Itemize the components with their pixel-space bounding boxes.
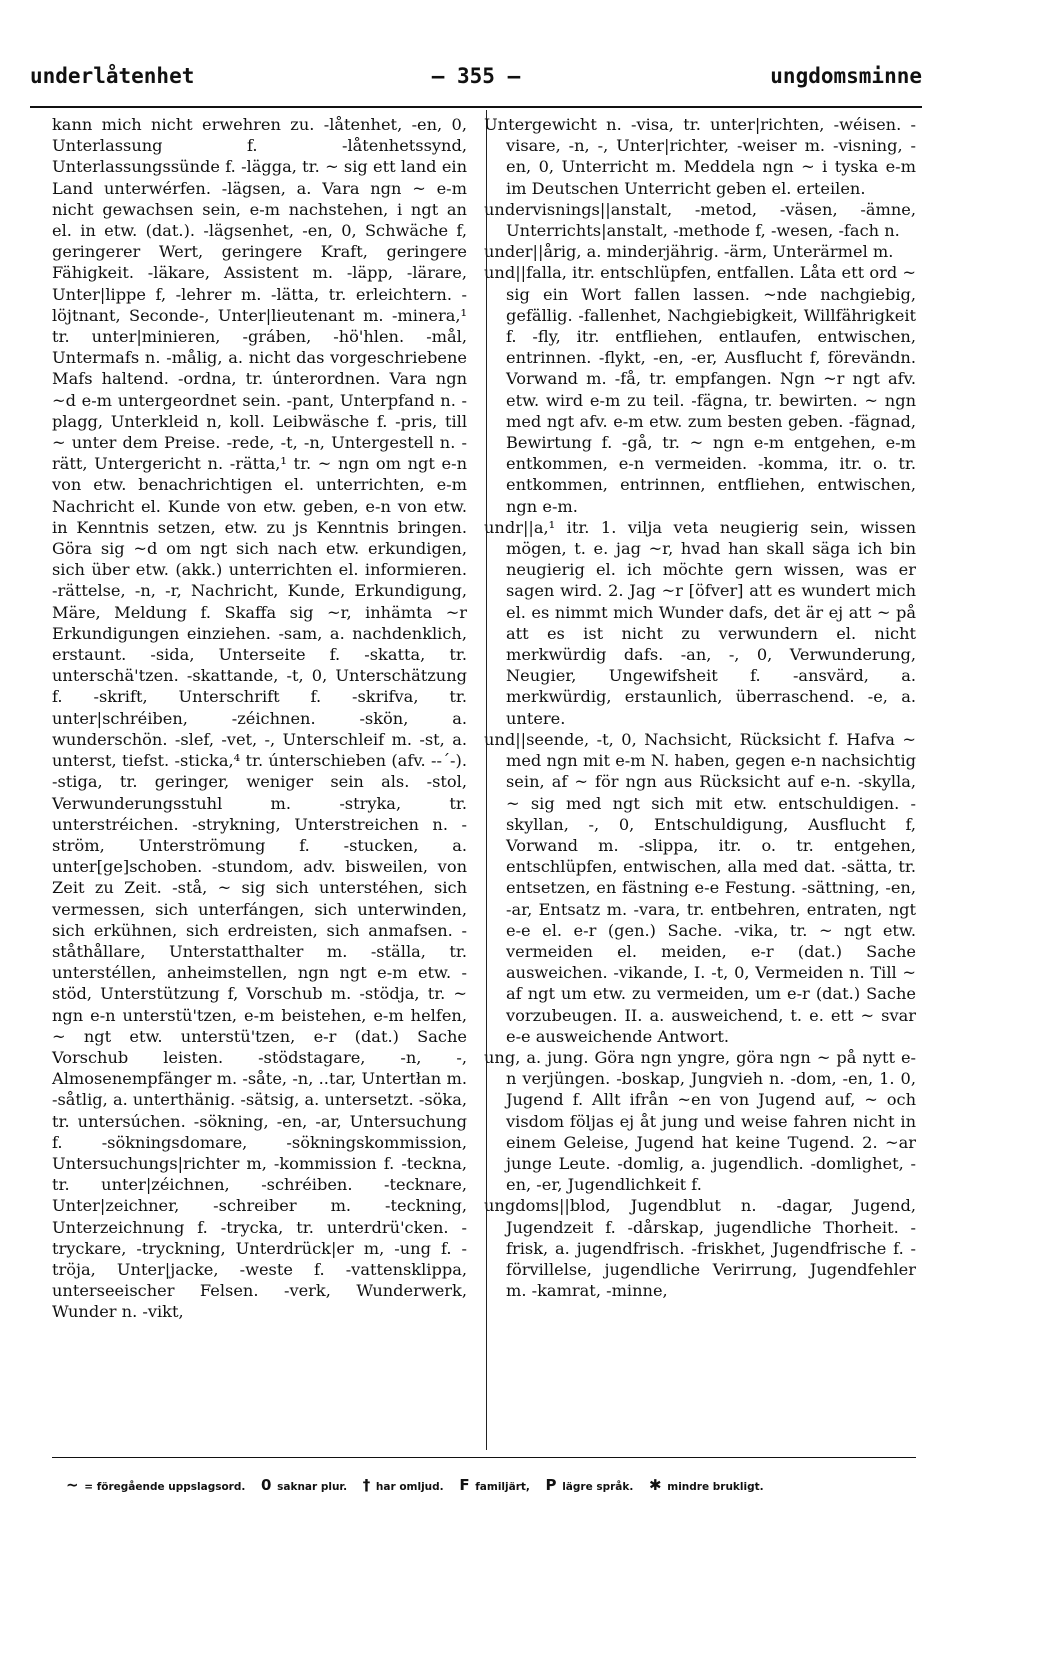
dictionary-entry: kann mich nicht erwehren zu. -låtenhet, -en, 0, Unterlassung f. -låtenhetssynd, Unterlassungssünde f. -lägga, tr. ~ sig ett land ein Land unterwérfen. -lägsen, a. Vara ngn ~ e-m nicht gewachsen sein, e-m nachstehen, i ngt an el. in etw. (dat.). -lägsenhet, -en, 0, Schwäche f, geringerer Wert, geringere Kraft, geringere Fähigkeit. -läkare, Assistent m. -läpp, -lärare, Unter|lippe f, -lehrer m. -lätta, tr. erleichtern. -löjtnant, Seconde-, Unter|lieutenant m. -minera,¹ tr. unter|minieren, -gráben, -hö'hlen. -mål, Untermafs n. -målig, a. nicht das vorgeschriebene Mafs haltend. -ordna, tr. únterordnen. Vara ngn ~d e-m untergeordnet sein. -pant, Unterpfand n. -plagg, Unterkleid n, koll. Leibwäsche f. -pris, till ~ unter dem Preise. -rede, -t, -n, Untergestell n. -rätt, Untergericht n. -rätta,¹ tr. ~ ngn om ngt e-n von etw. benachrichtigen el. unterrichten, e-m Nachricht el. Kunde von etw. geben, e-n von etw. in Kenntnis setzen, etw. zu js Kenntnis bringen. Göra sig ~d om ngt sich nach etw. erkundigen, sich über etw. (akk.) unterrichten el. informieren. -rättelse, -n, -r, Nachricht, Kunde, Erkundigung, Märe, Meldung f. Skaffa sig ~r, inhämta ~r Erkundigungen einziehen. -sam, a. nachdenklich, erstaunt. -sida, Unterseite f. -skatta, tr. unterschä'tzen. -skattande, -t, 0, Unterschätzung f. -skrift, Unterschrift f. -skrifva, tr. unter|schréiben, -zéichnen. -skön, a. wunderschön. -slef, -vet, -, Unterschleif m. -st, a. unterst, tiefst. -sticka,⁴ tr. únterschieben (afv. --´-). -stiga, tr. geringer, weniger sein als. -stol, Verwunderungsstuhl m. -stryka, tr. unterstréichen. -strykning, Unterstreichen n. -ström, Unterströmung f. -stucken, a. unter[ge]schoben. -stundom, adv. bisweilen, von Zeit zu Zeit. -stå, ~ sig sich unterstéhen, sich vermessen, sich unterfángen, sich unterwinden, sich erkühnen, sich erdreisten, sich anmafsen. -ståthållare, Unterstatthalter m. -ställa, tr. unterstéllen, anheimstellen, ngn ngt e-m etw. -stöd, Unterstützung f, Vorschub m. -stödja, tr. ~ ngn e-n unterstü'tzen, e-m beistehen, e-m helfen, ~ ngt etw. unterstü'tzen, e-r (dat.) Sache Vorschub leisten. -stödstagare, -n, -, Almosenempfänger m. -såte, -n, ..tar, Untertłan m. -såtlig, a. unterthänig. -sätsig, a. untersetzt. -söka, tr. untersúchen. -sökning, -en, -ar, Untersuchung f. -sökningsdomare, -sökningskommission, Untersuchungs|richter m, -kommission f. -teckna, tr. unter|zéichnen, -schréiben. -tecknare, Unter|zeichner, -schreiber m. -teckning, Unterzeichnung f. -trycka, tr. unterdrü'cken. -tryckare, -tryckning, Unterdrück|er m, -ung f. -tröja, Unter|jacke, -weste f. -vattensklippa, unterseeischer Felsen. -verk, Wunderwerk, Wunder n. -vikt, — [52, 115, 467, 1322]
right-column — [484, 114, 916, 1301]
legend-tilde — [66, 1476, 249, 1494]
legend-tilde-text: = föregående uppslagsord. — [84, 1481, 246, 1493]
dictionary-entry: under||årig, a. minderjährig. -ärm, Unterärmel m. — [484, 242, 894, 262]
legend-rare-text: mindre brukligt. — [667, 1481, 764, 1493]
zero-symbol: 0 — [261, 1476, 272, 1494]
footer-rule — [52, 1457, 916, 1458]
legend-familiar-text: familjärt, — [475, 1481, 530, 1493]
lower-language-symbol: P — [545, 1476, 557, 1494]
header-left-guide-word: underlåtenhet — [30, 64, 195, 88]
dagger-icon: † — [362, 1476, 371, 1494]
legend-zero-text: saknar plur. — [277, 1481, 348, 1493]
legend-dagger — [362, 1476, 448, 1494]
legend-dagger-text: har omljud. — [375, 1481, 444, 1493]
legend-lower-language-text: lägre språk. — [562, 1481, 634, 1493]
familiar-symbol: F — [459, 1476, 470, 1494]
left-column — [52, 114, 467, 1323]
dictionary-entry: Untergewicht n. -visa, tr. unter|richten, -wéisen. -visare, -n, -, Unter|richter, -weiser m. -visning, -en, 0, Unterricht m. Meddela ngn ~ i tyska e-m im Deutschen Unterricht geben el. erteilen. — [484, 115, 916, 198]
abbreviation-legend — [66, 1476, 926, 1494]
dictionary-entry: undervisnings||anstalt, -metod, -väsen, -ämne, Unterrichts|anstalt, -methode f, -wesen, -fach n. — [484, 199, 916, 241]
legend-rare — [649, 1476, 764, 1494]
legend-zero — [261, 1476, 351, 1494]
star-icon: ✱ — [649, 1476, 662, 1494]
dictionary-entry: ungdoms||blod, Jugendblut n. -dagar, Jugend, Jugendzeit f. -dårskap, jugendliche Thorheit. -frisk, a. jugendfrisch. -friskhet, Jugendfrische f. -förvillelse, jugendliche Verirrung, Jugendfehler m. -kamrat, -minne, — [484, 1196, 916, 1301]
header-rule — [30, 106, 922, 108]
dictionary-entry: undr||a,¹ itr. 1. vilja veta neugierig sein, wissen mögen, t. e. jag ~r, hvad han skall säga ich bin neugierig el. ich möchte gern wissen, was er sagen wird. 2. Jag ~r [öfver] att es wundert mich el. es nimmt mich Wunder dafs, det är ej att ~ på att es ist nicht zu verwundern el. nicht merkwürdig dafs. -an, -, 0, Verwunderung, Neugier, Ungewifsheit f. -ansvärd, a. merkwürdig, erstaunlich, überraschend. -e, a. untere. — [484, 517, 916, 728]
legend-familiar — [459, 1476, 533, 1494]
dictionary-entry: ung, a. jung. Göra ngn yngre, göra ngn ~ på nytt e-n verjüngen. -boskap, Jungvieh n. -dom, -en, 1. 0, Jugend f. Allt ifrån ~en von Jugend auf, ~ och visdom följas ej åt jung und weise fahren nicht in einem Geleise, Jugend hat keine Tugend. 2. ~ar junge Leute. -domlig, a. jugendlich. -domlighet, -en, -er, Jugendlichkeit f. — [484, 1047, 916, 1195]
dictionary-entry: und||seende, -t, 0, Nachsicht, Rücksicht f. Hafva ~ med ngn mit e-m N. haben, gegen e-n nachsichtig sein, af ~ för ngn aus Rücksicht auf e-n. -skylla, ~ sig med ngt sich mit etw. entschuldigen. -skyllan, -, 0, Entschuldigung, Ausflucht f, Vorwand m. -slippa, itr. o. tr. entgehen, entschlüpfen, entwischen, alla med dat. -sätta, tr. entsetzen, en fästning e-e Festung. -sättning, -en, -ar, Entsatz m. -vara, tr. entbehren, entraten, ngt e-e el. e-r (gen.) Sache. -vika, tr. ~ ngt etw. vermeiden el. meiden, e-r (dat.) Sache ausweichen. -vikande, I. -t, 0, Vermeiden n. Till ~ af ngt um etw. zu vermeiden, um e-r (dat.) Sache vorzubeugen. II. a. ausweichend, t. e. ett ~ svar e-e ausweichende Antwort. — [484, 729, 916, 1046]
tilde-icon: ~ — [66, 1476, 79, 1494]
header-right-guide-word: ungdomsminne — [770, 64, 922, 88]
legend-lower-language — [545, 1476, 637, 1494]
page-header — [30, 64, 922, 94]
dictionary-entry: und||falla, itr. entschlüpfen, entfallen. Låta ett ord ~ sig ein Wort fallen lassen. ~nde nachgiebig, gefällig. -fallenhet, Nachgiebigkeit, Willfährigkeit f. -fly, itr. entfliehen, entlaufen, entwischen, entrinnen. -flykt, -en, -er, Ausflucht f, förevändn. Vorwand m. -få, tr. empfangen. Ngn ~r ngt afv. etw. wird e-m zu teil. -fägna, tr. bewirten. ~ ngn med ngt afv. e-m etw. zum besten geben. -fägnad, Bewirtung f. -gå, tr. ~ ngn e-m entgehen, e-m entkommen, e-n vermeiden. -komma, itr. o. tr. entkommen, entrinnen, entfliehen, entwischen, ngn e-m. — [484, 263, 916, 516]
page-number: — 355 — — [431, 64, 521, 88]
